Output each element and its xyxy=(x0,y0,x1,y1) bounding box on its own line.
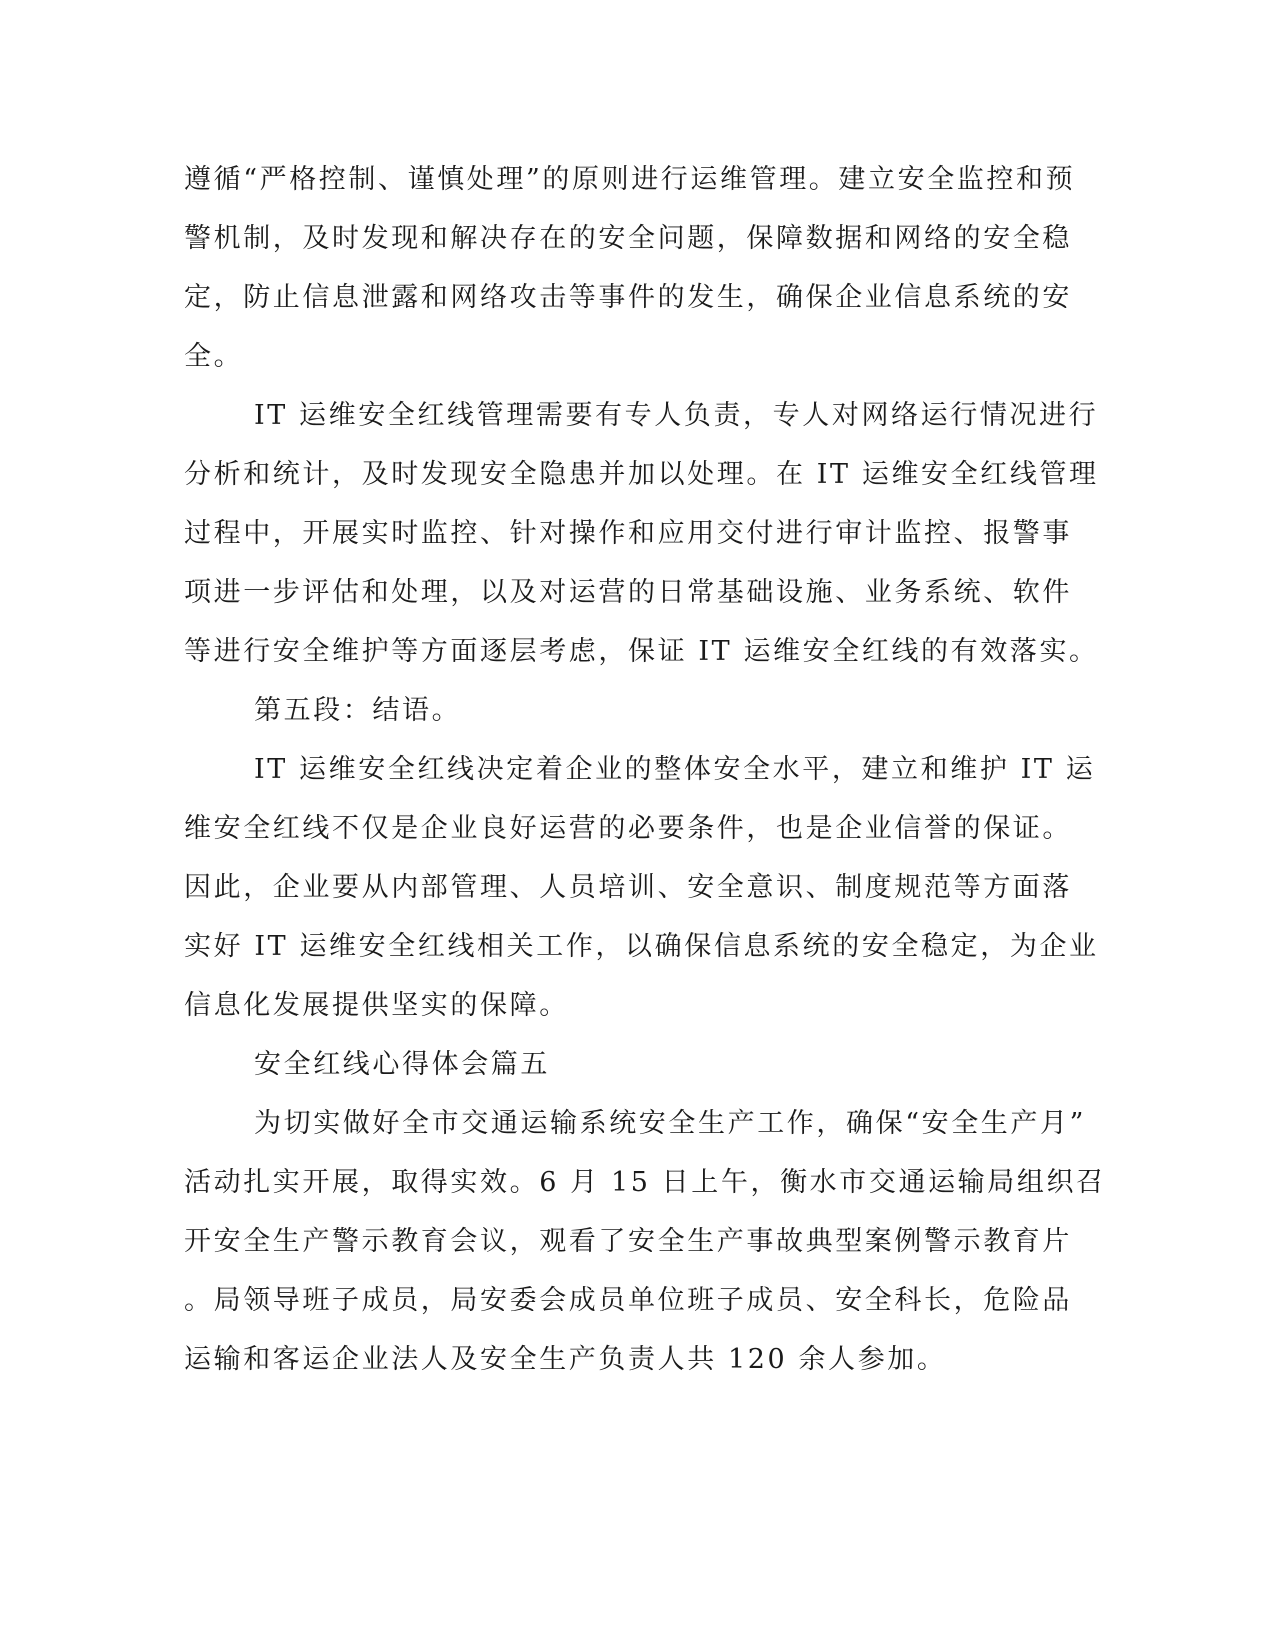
paragraph-first-line: IT 运维安全红线决定着企业的整体安全水平，建立和维护 IT 运 xyxy=(254,754,1096,785)
text-line: 活动扎实开展，取得实效。6 月 15 日上午，衡水市交通运输局组织召 xyxy=(184,1167,1106,1198)
text-line: 实好 IT 运维安全红线相关工作，以确保信息系统的安全稳定，为企业 xyxy=(184,931,1099,962)
text-line: 遵循“严格控制、谨慎处理”的原则进行运维管理。建立安全监控和预 xyxy=(184,164,1076,195)
text-line: 运输和客运企业法人及安全生产负责人共 120 余人参加。 xyxy=(184,1344,947,1375)
section-heading: 第五段：结语。 xyxy=(254,695,462,726)
text-line: 信息化发展提供坚实的保障。 xyxy=(184,990,569,1021)
text-line: 全。 xyxy=(184,341,244,372)
text-line: 项进一步评估和处理，以及对运营的日常基础设施、业务系统、软件 xyxy=(184,577,1072,608)
text-line: 等进行安全维护等方面逐层考虑，保证 IT 运维安全红线的有效落实。 xyxy=(184,636,1099,667)
paragraph-first-line: IT 运维安全红线管理需要有专人负责，专人对网络运行情况进行 xyxy=(254,400,1099,431)
text-line: 过程中，开展实时监控、针对操作和应用交付进行审计监控、报警事 xyxy=(184,518,1072,549)
text-line: 开安全生产警示教育会议，观看了安全生产事故典型案例警示教育片 xyxy=(184,1226,1072,1257)
text-line: 。局领导班子成员，局安委会成员单位班子成员、安全科长，危险品 xyxy=(184,1285,1072,1316)
paragraph-first-line: 为切实做好全市交通运输系统安全生产工作，确保“安全生产月” xyxy=(254,1108,1087,1139)
text-line: 分析和统计，及时发现安全隐患并加以处理。在 IT 运维安全红线管理 xyxy=(184,459,1099,490)
text-line: 因此，企业要从内部管理、人员培训、安全意识、制度规范等方面落 xyxy=(184,872,1072,903)
section-title: 安全红线心得体会篇五 xyxy=(254,1049,550,1080)
text-line: 维安全红线不仅是企业良好运营的必要条件，也是企业信誉的保证。 xyxy=(184,813,1072,844)
text-line: 定，防止信息泄露和网络攻击等事件的发生，确保企业信息系统的安 xyxy=(184,282,1072,313)
text-line: 警机制，及时发现和解决存在的安全问题，保障数据和网络的安全稳 xyxy=(184,223,1072,254)
